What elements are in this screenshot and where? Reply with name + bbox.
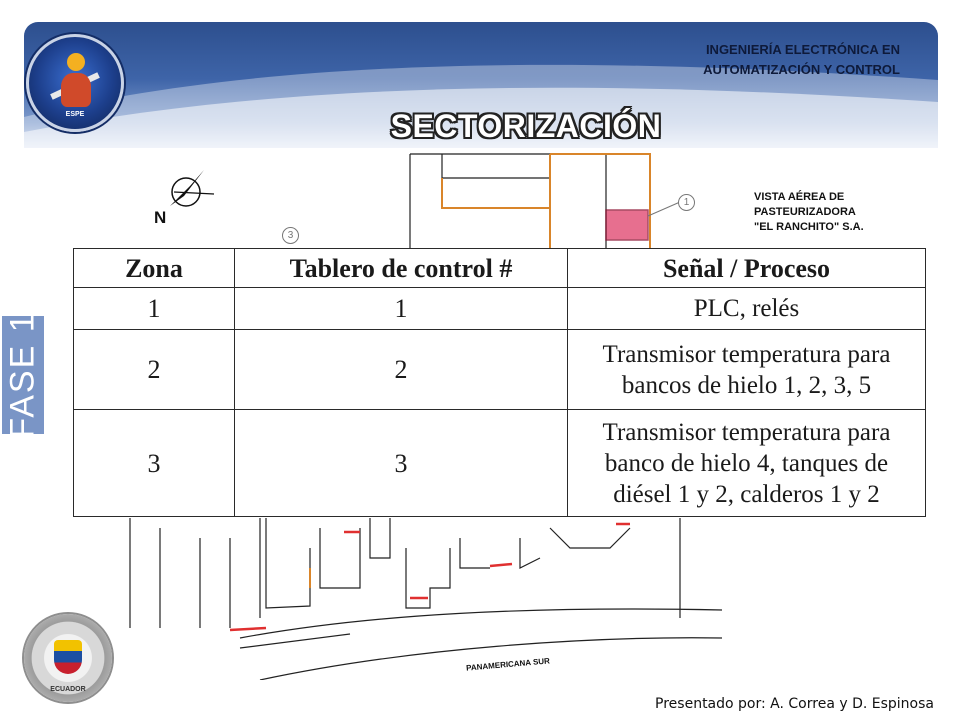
organization-line-2: AUTOMATIZACIÓN Y CONTROL — [703, 62, 900, 77]
logo-sun-icon — [67, 53, 85, 71]
header-zona: Zona — [74, 249, 235, 288]
map-marker-3: 3 — [282, 227, 299, 244]
cell-senal-line: Transmisor temperatura para — [602, 418, 891, 446]
table-row — [74, 330, 926, 410]
logo-shield-icon — [54, 640, 82, 674]
escuela-politecnica-logo — [24, 614, 112, 702]
cell-senal-line: diésel 1 y 2, calderos 1 y 2 — [613, 480, 880, 508]
cell-senal-line: PLC, relés — [693, 295, 800, 322]
cell-senal-line: bancos de hielo 1, 2, 3, 5 — [621, 371, 872, 399]
aerial-caption-line-1: VISTA AÉREA DE — [754, 191, 845, 203]
phase-side-label — [2, 311, 44, 439]
map-marker-1: 1 — [678, 194, 695, 211]
organization-name — [600, 40, 900, 80]
cell-senal — [568, 288, 926, 330]
north-label: N — [154, 208, 167, 227]
cell-senal-line: banco de hielo 4, tanques de — [604, 449, 889, 477]
table-row — [74, 288, 926, 330]
espe-logo-text: ESPE — [65, 111, 85, 118]
cell-tablero: 3 — [235, 410, 568, 517]
escuela-logo-text: ECUADOR — [50, 686, 86, 693]
slide-title: SECTORIZACIÓN — [390, 108, 662, 144]
cell-tablero: 2 — [235, 330, 568, 410]
cell-zona: 1 — [74, 288, 235, 330]
zones-table — [73, 248, 926, 517]
cell-senal — [568, 410, 926, 517]
highlight-area-zone-1 — [606, 210, 648, 240]
cell-zona: 3 — [74, 410, 235, 517]
cell-senal-line: Transmisor temperatura para — [602, 340, 891, 368]
cell-senal — [568, 330, 926, 410]
header-tablero: Tablero de control # — [235, 249, 568, 288]
logo-figure-icon — [61, 73, 91, 107]
aerial-view-caption — [754, 190, 924, 235]
table-row — [74, 410, 926, 517]
cell-tablero: 1 — [235, 288, 568, 330]
aerial-caption-line-2: PASTEURIZADORA — [754, 206, 856, 218]
presenters-credit: Presentado por: A. Correa y D. Espinosa — [655, 696, 934, 712]
road-label: PANAMERICANA SUR — [465, 656, 551, 673]
cell-zona: 2 — [74, 330, 235, 410]
phase-side-label-text: FASE 1 — [3, 311, 42, 439]
header-senal-proceso: Señal / Proceso — [568, 249, 926, 288]
north-compass-icon — [160, 166, 220, 222]
table-header-row — [74, 249, 926, 288]
aerial-caption-line-3: "EL RANCHITO" S.A. — [754, 221, 864, 233]
organization-line-1: INGENIERÍA ELECTRÓNICA EN — [705, 42, 900, 57]
